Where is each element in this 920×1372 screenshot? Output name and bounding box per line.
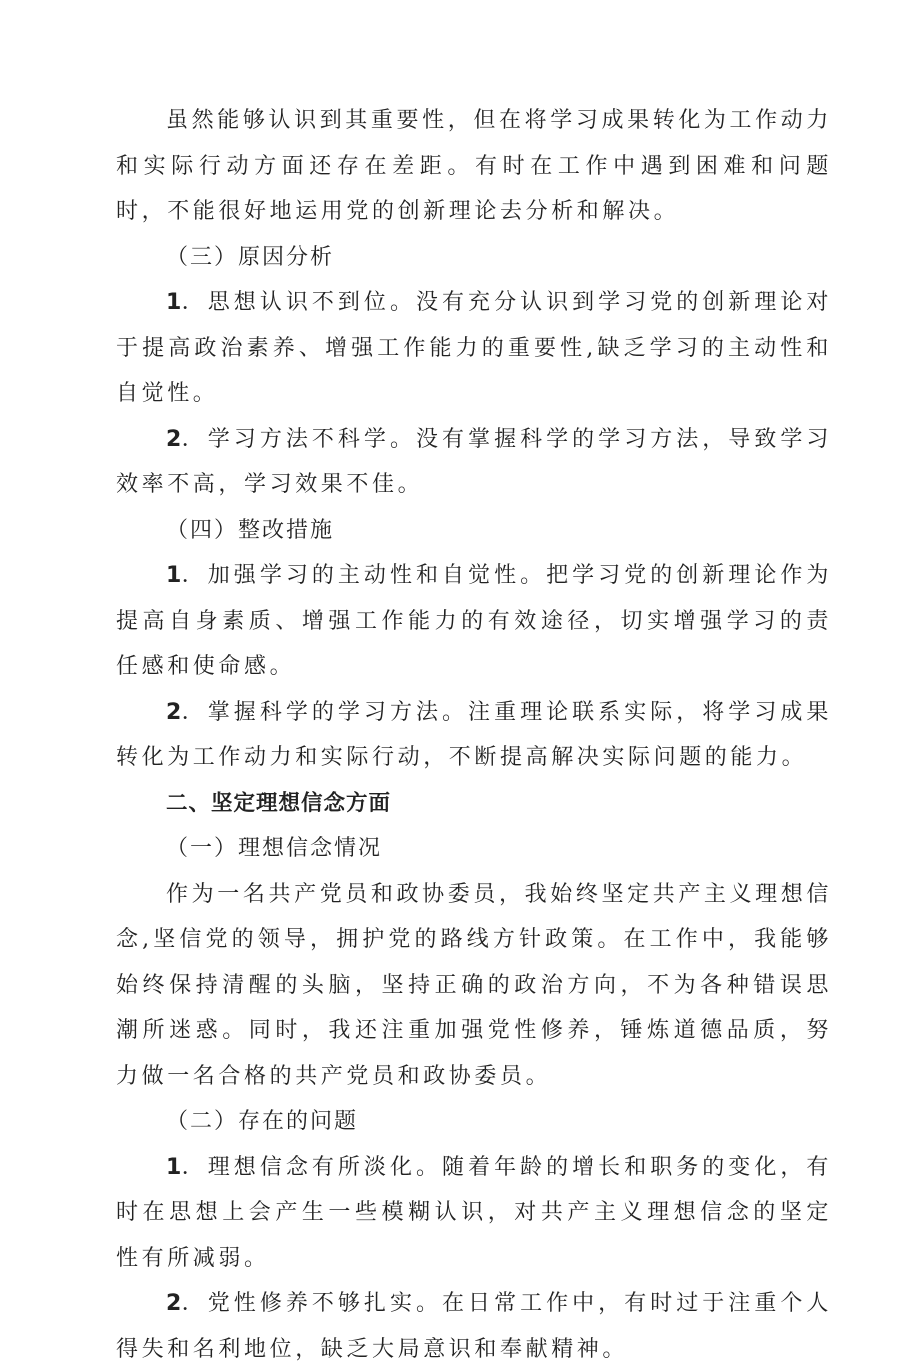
item-text: ．加强学习的主动性和自觉性。把学习党的创新理论作为提高自身素质、增强工作能力的有效途径，切实增强学习的责任感和使命感。 [116, 563, 832, 679]
paragraph-learning-gap: 虽然能够认识到其重要性，但在将学习成果转化为工作动力和实际行动方面还存在差距。有时在工作中遇到困难和问题时，不能很好地运用党的创新理论去分析和解决。 [116, 108, 832, 224]
subheading-existing-problems: （二）存在的问题 [166, 1109, 359, 1134]
item-number: 2 [166, 699, 182, 725]
item-number: 1 [166, 563, 182, 588]
section-heading-ideals-beliefs: 二、坚定理想信念方面 [166, 790, 392, 816]
item-number: 1 [166, 290, 182, 315]
item-text: ．学习方法不科学。没有掌握科学的学习方法，导致学习效率不高，学习效果不佳。 [116, 426, 832, 497]
paragraph-problem-1 [116, 1145, 832, 1282]
item-number: 2 [166, 426, 182, 452]
paragraph-cause-2 [116, 417, 832, 508]
item-text: ．理想信念有所淡化。随着年龄的增长和职务的变化，有时在思想上会产生一些模糊认识，对共产主义理想信念的坚定性有所减弱。 [116, 1154, 832, 1271]
paragraph-problem-2 [116, 1281, 832, 1372]
item-text: ．党性修养不够扎实。在日常工作中，有时过于注重个人得失和名利地位，缺乏大局意识和奉献精神。 [116, 1291, 832, 1362]
subheading-cause-analysis: （三）原因分析 [166, 244, 335, 270]
subheading-rectification-measures: （四）整改措施 [166, 517, 335, 543]
item-text: ．掌握科学的学习方法。注重理论联系实际，将学习成果转化为工作动力和实际行动，不断提高解决实际问题的能力。 [116, 699, 832, 770]
item-number: 1 [166, 1154, 182, 1180]
item-number: 2 [166, 1291, 182, 1316]
item-text: ．思想认识不到位。没有充分认识到学习党的创新理论对于提高政治素养、增强工作能力的重要性,缺乏学习的主动性和自觉性。 [116, 290, 832, 406]
subheading-ideals-status: （一）理想信念情况 [166, 836, 383, 861]
paragraph-ideals-status: 作为一名共产党员和政协委员，我始终坚定共产主义理想信念,坚信党的领导，拥护党的路线方针政策。在工作中，我能够始终保持清醒的头脑，坚持正确的政治方向，不为各种错误思潮所迷惑。同时，我还注重加强党性修养，锤炼道德品质，努力做一名合格的共产党员和政协委员。 [116, 881, 832, 1089]
paragraph-cause-1 [116, 280, 832, 417]
paragraph-measure-1 [116, 553, 832, 690]
paragraph-measure-2 [116, 690, 832, 781]
document-body [116, 98, 832, 1372]
